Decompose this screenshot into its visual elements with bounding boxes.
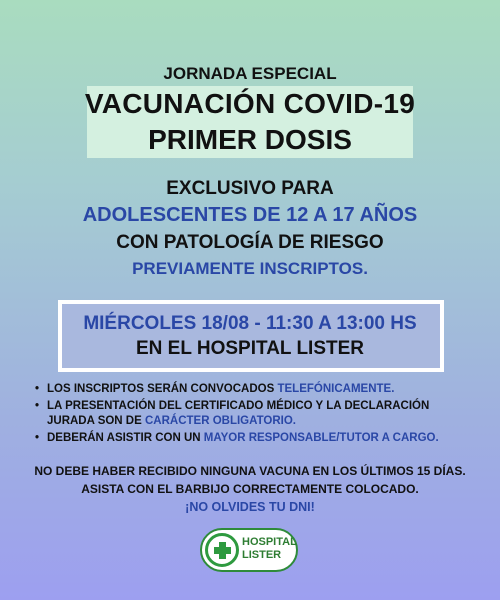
list-item-text: DEBERÁN ASISTIR CON UN <box>47 432 204 444</box>
schedule-place: EN EL HOSPITAL LISTER <box>135 338 365 359</box>
list-item <box>35 399 485 429</box>
hospital-logo <box>200 528 298 572</box>
cross-horizontal <box>214 547 231 554</box>
logo-line-2: LISTER <box>242 549 282 561</box>
list-item-text: LA PRESENTACIÓN DEL CERTIFICADO MÉDICO Y LA DECLARACIÓN <box>47 400 430 412</box>
title-line-1: VACUNACIÓN COVID-19 <box>84 88 416 119</box>
logo-line-1: HOSPITAL <box>242 536 297 548</box>
footer-note-1: NO DEBE HABER RECIBIDO NINGUNA VACUNA EN LOS ÚLTIMOS 15 DÍAS. <box>34 464 466 478</box>
requirements-list <box>35 382 485 448</box>
footer-note-2: ASISTA CON EL BARBIJO CORRECTAMENTE COLOCADO. <box>81 482 419 496</box>
kicker: JORNADA ESPECIAL <box>163 64 337 83</box>
list-item-highlight: TELEFÓNICAMENTE. <box>277 383 395 395</box>
audience-line-3: CON PATOLOGÍA DE RIESGO <box>116 232 384 253</box>
list-item-highlight: MAYOR RESPONSABLE/TUTOR A CARGO. <box>203 432 439 444</box>
title-line-2: PRIMER DOSIS <box>148 124 352 155</box>
footer-reminder: ¡NO OLVIDES TU DNI! <box>185 500 315 514</box>
medical-cross-icon <box>205 533 239 567</box>
schedule-datetime: MIÉRCOLES 18/08 - 11:30 A 13:00 HS <box>83 313 417 334</box>
list-item <box>35 382 485 397</box>
list-item-highlight: CARÁCTER OBLIGATORIO. <box>144 415 296 427</box>
list-item-text: JURADA SON DE <box>47 415 145 427</box>
schedule-box <box>58 300 444 372</box>
audience-line-2: ADOLESCENTES DE 12 A 17 AÑOS <box>82 204 418 226</box>
audience-line-4: PREVIAMENTE INSCRIPTOS. <box>132 259 368 278</box>
audience-line-1: EXCLUSIVO PARA <box>166 178 334 199</box>
list-item <box>35 431 485 446</box>
logo-text <box>242 536 296 562</box>
list-item-text: LOS INSCRIPTOS SERÁN CONVOCADOS <box>47 383 278 395</box>
